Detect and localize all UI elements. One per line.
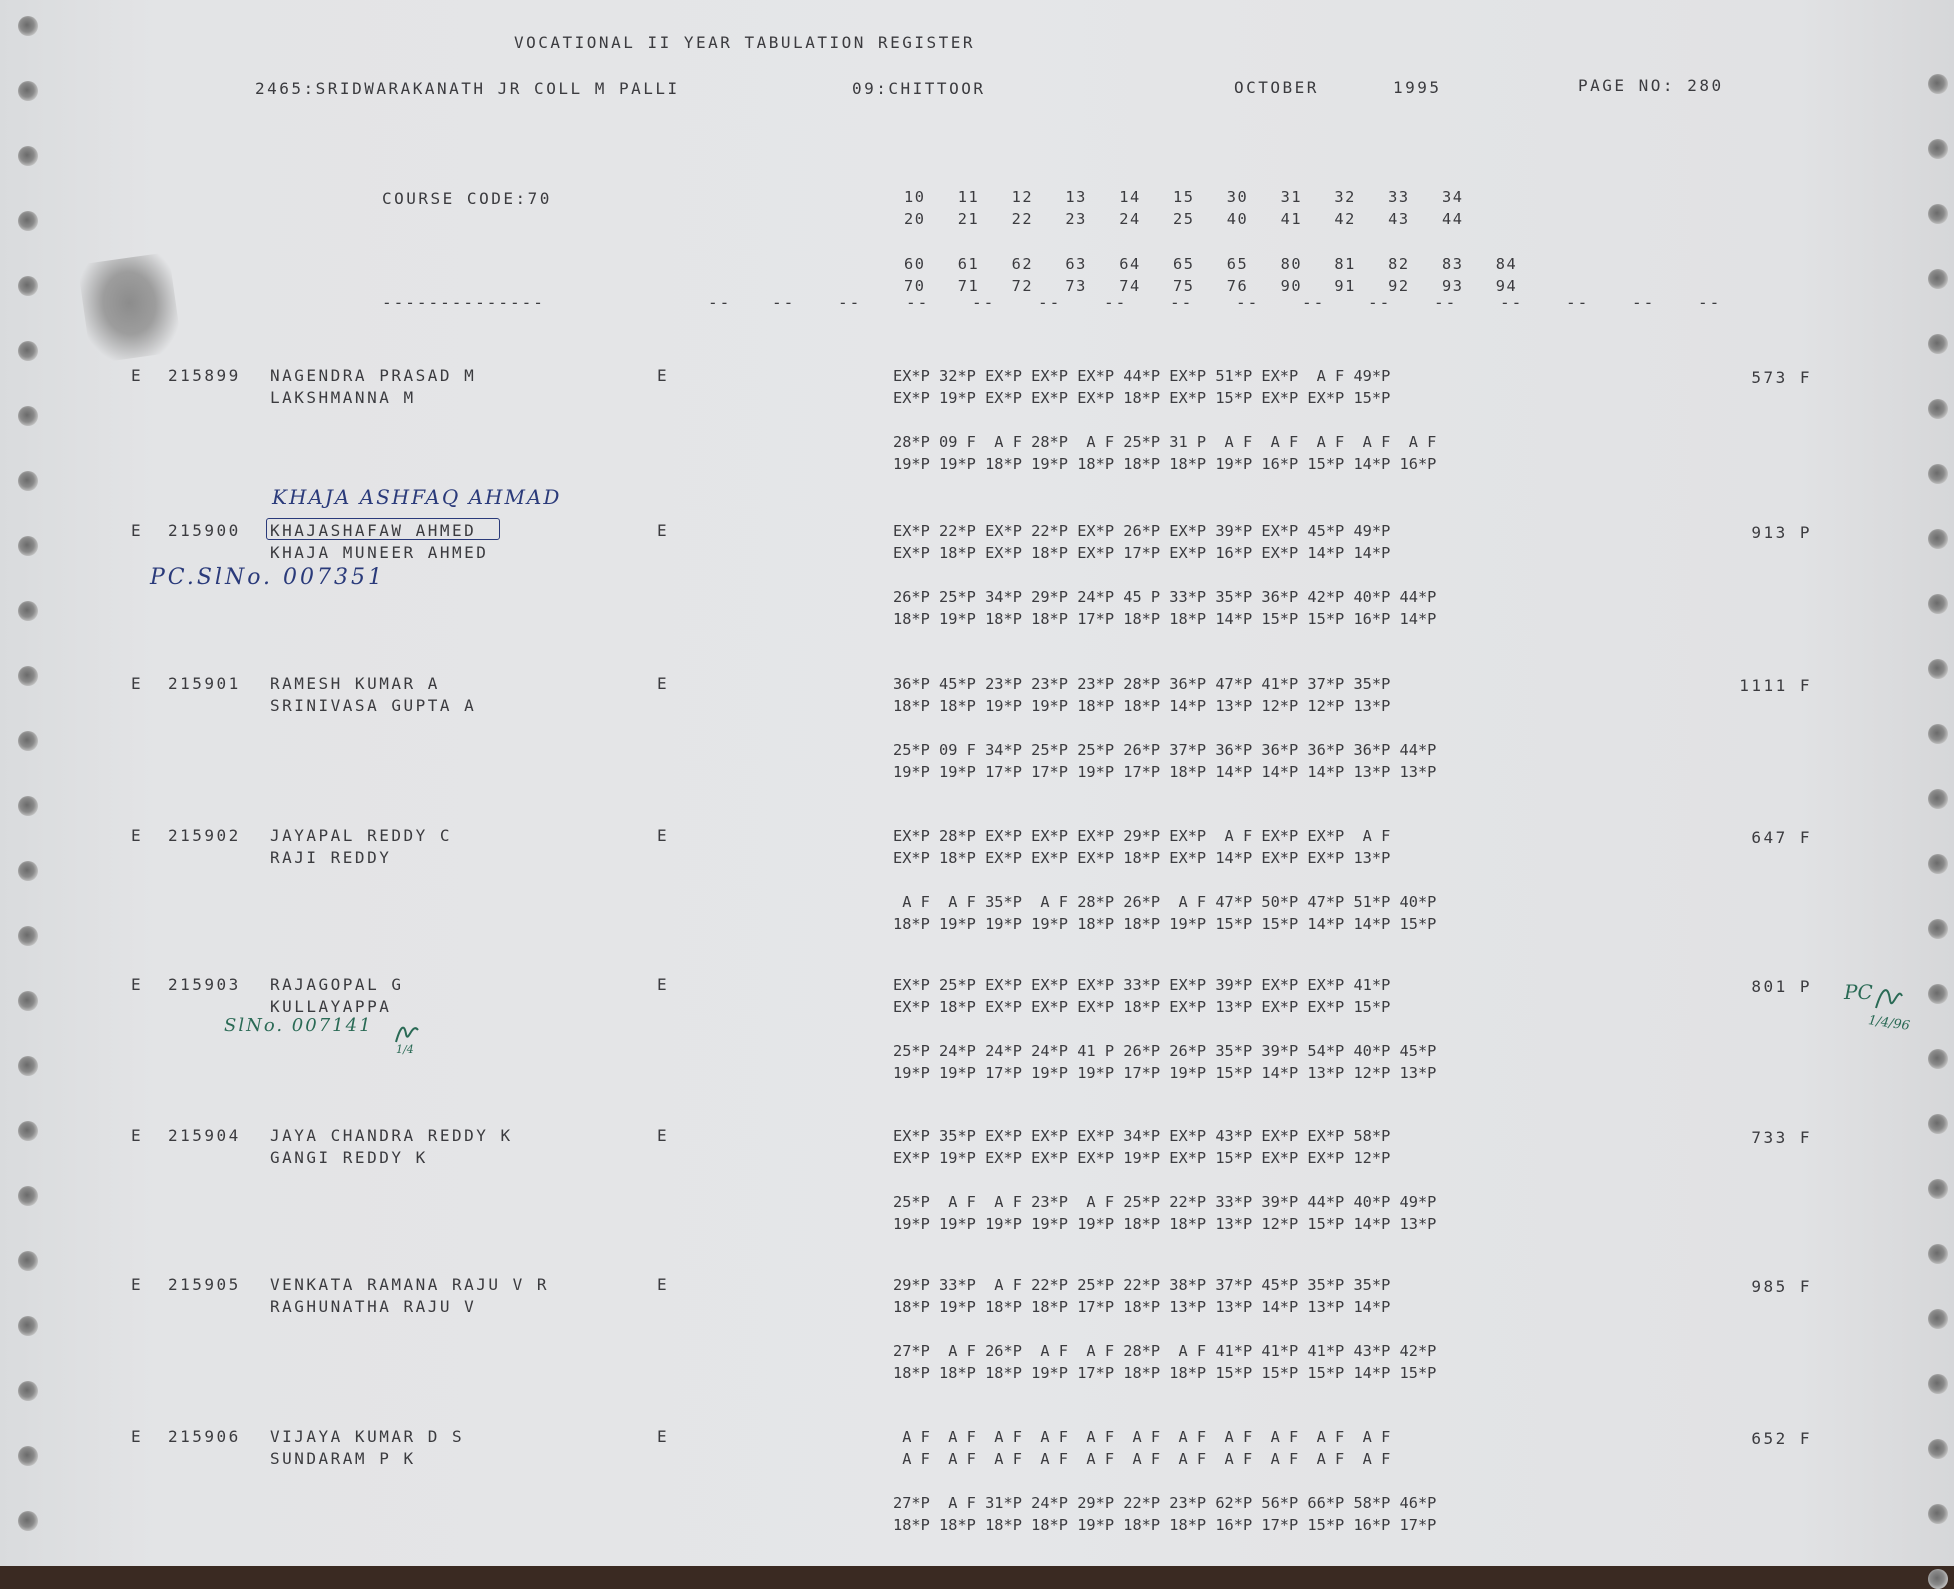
- marks-row-2: 18*P 18*P 19*P 19*P 18*P 18*P 14*P 13*P 12*P 12*P 13*P: [893, 697, 1391, 715]
- category-code: E: [131, 521, 144, 540]
- medium-code: E: [657, 366, 670, 385]
- candidate-name: RAMESH KUMAR A: [270, 674, 440, 693]
- paper-smudge: [77, 252, 182, 364]
- marks-row-1: 29*P 33*P A F 22*P 25*P 22*P 38*P 37*P 45*P 35*P 35*P: [893, 1276, 1391, 1294]
- handwritten-pc-date: 1/4/96: [1867, 1013, 1911, 1034]
- marks-row-4: 19*P 19*P 18*P 19*P 18*P 18*P 18*P 19*P 16*P 15*P 14*P 16*P: [893, 455, 1437, 473]
- father-name: RAJI REDDY: [270, 848, 392, 867]
- feed-hole: [1928, 334, 1948, 354]
- handwritten-name-correction: KHAJA ASHFAQ AHMAD: [272, 485, 562, 509]
- feed-hole: [18, 406, 38, 426]
- marks-row-3: 27*P A F 31*P 24*P 29*P 22*P 23*P 62*P 56*P 66*P 58*P 46*P: [893, 1494, 1437, 1512]
- medium-code: E: [657, 521, 670, 540]
- total-result: 1111 F: [1739, 676, 1812, 695]
- medium-code: E: [657, 975, 670, 994]
- page-number: PAGE NO: 280: [1578, 76, 1724, 95]
- feed-hole: [18, 666, 38, 686]
- separator-col: --: [708, 293, 732, 312]
- marks-row-3: 25*P 24*P 24*P 24*P 41 P 26*P 26*P 35*P 39*P 54*P 40*P 45*P: [893, 1042, 1437, 1060]
- feed-hole: [18, 1316, 38, 1336]
- marks-row-4: 19*P 19*P 17*P 19*P 19*P 17*P 19*P 15*P 14*P 13*P 12*P 13*P: [893, 1064, 1437, 1082]
- total-result: 985 F: [1751, 1277, 1812, 1296]
- feed-hole: [18, 1056, 38, 1076]
- candidate-name: JAYAPAL REDDY C: [270, 826, 452, 845]
- marks-row-2: EX*P 18*P EX*P EX*P EX*P 18*P EX*P 13*P EX*P EX*P 15*P: [893, 998, 1391, 1016]
- feed-hole: [1928, 789, 1948, 809]
- feed-hole: [18, 1381, 38, 1401]
- feed-hole: [18, 601, 38, 621]
- separator-col: --: [772, 293, 796, 312]
- register-number: 215905: [168, 1275, 241, 1294]
- medium-code: E: [657, 1427, 670, 1446]
- candidate-name: NAGENDRA PRASAD M: [270, 366, 477, 385]
- feed-hole: [18, 926, 38, 946]
- separator-col: --: [1434, 293, 1458, 312]
- marks-row-1: A F A F A F A F A F A F A F A F A F A F A F: [893, 1428, 1391, 1446]
- total-result: 652 F: [1751, 1429, 1812, 1448]
- candidate-name: KHAJASHAFAW AHMED: [270, 521, 477, 540]
- register-number: 215900: [168, 521, 241, 540]
- total-result: 801 P: [1751, 977, 1812, 996]
- marks-row-2: EX*P 19*P EX*P EX*P EX*P 19*P EX*P 15*P EX*P EX*P 12*P: [893, 1149, 1391, 1167]
- candidate-name: VENKATA RAMANA RAJU V R: [270, 1275, 550, 1294]
- feed-hole: [1928, 724, 1948, 744]
- handwritten-signature-icon: [392, 1018, 422, 1048]
- father-name: SUNDARAM P K: [270, 1449, 416, 1468]
- marks-row-3: 25*P A F A F 23*P A F 25*P 22*P 33*P 39*P 44*P 40*P 49*P: [893, 1193, 1437, 1211]
- marks-row-3: 26*P 25*P 34*P 29*P 24*P 45 P 33*P 35*P 36*P 42*P 40*P 44*P: [893, 588, 1437, 606]
- feed-hole: [18, 861, 38, 881]
- feed-hole: [18, 211, 38, 231]
- register-number: 215902: [168, 826, 241, 845]
- subject-codes-row-4: 70 71 72 73 74 75 76 90 91 92 93 94: [904, 277, 1518, 295]
- father-name: SRINIVASA GUPTA A: [270, 696, 477, 715]
- handwritten-initial-date: 1/4: [396, 1043, 414, 1056]
- candidate-name: VIJAYA KUMAR D S: [270, 1427, 465, 1446]
- marks-row-2: EX*P 18*P EX*P 18*P EX*P 17*P EX*P 16*P EX*P 14*P 14*P: [893, 544, 1391, 562]
- subject-codes-row-3: 60 61 62 63 64 65 65 80 81 82 83 84: [904, 255, 1518, 273]
- father-name: KULLAYAPPA: [270, 997, 392, 1016]
- marks-row-2: 18*P 19*P 18*P 18*P 17*P 18*P 13*P 13*P 14*P 13*P 14*P: [893, 1298, 1391, 1316]
- separator-col: --: [838, 293, 862, 312]
- total-result: 733 F: [1751, 1128, 1812, 1147]
- marks-row-4: 19*P 19*P 17*P 17*P 19*P 17*P 18*P 14*P 14*P 14*P 13*P 13*P: [893, 763, 1437, 781]
- exam-month: OCTOBER: [1234, 78, 1319, 97]
- register-number: 215904: [168, 1126, 241, 1145]
- register-number: 215906: [168, 1427, 241, 1446]
- marks-row-1: 36*P 45*P 23*P 23*P 23*P 28*P 36*P 47*P 41*P 37*P 35*P: [893, 675, 1391, 693]
- feed-hole: [1928, 854, 1948, 874]
- feed-hole: [1928, 1374, 1948, 1394]
- candidate-name: JAYA CHANDRA REDDY K: [270, 1126, 513, 1145]
- separator-col: --: [1236, 293, 1260, 312]
- feed-hole: [18, 471, 38, 491]
- candidate-name: RAJAGOPAL G: [270, 975, 404, 994]
- name-highlight-box: [266, 518, 500, 540]
- feed-hole: [1928, 1244, 1948, 1264]
- marks-row-4: 18*P 18*P 18*P 19*P 17*P 18*P 18*P 15*P 15*P 15*P 14*P 15*P: [893, 1364, 1437, 1382]
- feed-hole: [1928, 1569, 1948, 1589]
- separator-col: --: [972, 293, 996, 312]
- marks-row-3: 25*P 09 F 34*P 25*P 25*P 26*P 37*P 36*P 36*P 36*P 36*P 44*P: [893, 741, 1437, 759]
- feed-hole: [18, 16, 38, 36]
- separator-col: --: [1566, 293, 1590, 312]
- marks-row-3: 27*P A F 26*P A F A F 28*P A F 41*P 41*P 41*P 43*P 42*P: [893, 1342, 1437, 1360]
- marks-row-4: 18*P 19*P 18*P 18*P 17*P 18*P 18*P 14*P 15*P 15*P 16*P 14*P: [893, 610, 1437, 628]
- total-result: 647 F: [1751, 828, 1812, 847]
- marks-row-2: EX*P 18*P EX*P EX*P EX*P 18*P EX*P 14*P EX*P EX*P 13*P: [893, 849, 1391, 867]
- feed-hole: [1928, 139, 1948, 159]
- feed-hole: [1928, 919, 1948, 939]
- feed-hole: [1928, 269, 1948, 289]
- register-number: 215901: [168, 674, 241, 693]
- marks-row-1: EX*P 22*P EX*P 22*P EX*P 26*P EX*P 39*P EX*P 45*P 49*P: [893, 522, 1391, 540]
- feed-hole: [18, 536, 38, 556]
- category-code: E: [131, 674, 144, 693]
- feed-hole: [18, 1511, 38, 1531]
- medium-code: E: [657, 826, 670, 845]
- feed-hole: [18, 276, 38, 296]
- feed-hole: [18, 1446, 38, 1466]
- marks-row-4: 18*P 18*P 18*P 18*P 19*P 18*P 18*P 16*P 17*P 15*P 16*P 17*P: [893, 1516, 1437, 1534]
- separator-col: --: [1632, 293, 1656, 312]
- handwritten-serial-number: SlNo. 007141: [224, 1015, 373, 1036]
- father-name: RAGHUNATHA RAJU V: [270, 1297, 477, 1316]
- feed-hole: [1928, 659, 1948, 679]
- feed-hole: [1928, 1439, 1948, 1459]
- marks-row-1: EX*P 25*P EX*P EX*P EX*P 33*P EX*P 39*P EX*P EX*P 41*P: [893, 976, 1391, 994]
- category-code: E: [131, 826, 144, 845]
- feed-hole: [1928, 1049, 1948, 1069]
- feed-hole: [1928, 464, 1948, 484]
- father-name: LAKSHMANNA M: [270, 388, 416, 407]
- separator-col: --: [1038, 293, 1062, 312]
- separator-col: --: [1170, 293, 1194, 312]
- college-name: 2465:SRIDWARAKANATH JR COLL M PALLI: [255, 79, 680, 98]
- category-code: E: [131, 1275, 144, 1294]
- feed-hole: [1928, 594, 1948, 614]
- feed-hole: [18, 796, 38, 816]
- medium-code: E: [657, 674, 670, 693]
- category-code: E: [131, 366, 144, 385]
- feed-hole: [1928, 204, 1948, 224]
- category-code: E: [131, 975, 144, 994]
- feed-hole: [1928, 74, 1948, 94]
- category-code: E: [131, 1126, 144, 1145]
- feed-hole: [1928, 1179, 1948, 1199]
- marks-row-4: 19*P 19*P 19*P 19*P 19*P 18*P 18*P 13*P 12*P 15*P 14*P 13*P: [893, 1215, 1437, 1233]
- separator-col: --: [906, 293, 930, 312]
- separator-col: --: [1500, 293, 1524, 312]
- exam-year: 1995: [1393, 78, 1442, 97]
- feed-hole: [18, 731, 38, 751]
- feed-hole: [18, 991, 38, 1011]
- register-title: VOCATIONAL II YEAR TABULATION REGISTER: [514, 33, 976, 52]
- marks-row-1: EX*P 32*P EX*P EX*P EX*P 44*P EX*P 51*P EX*P A F 49*P: [893, 367, 1391, 385]
- marks-row-1: EX*P 28*P EX*P EX*P EX*P 29*P EX*P A F EX*P EX*P A F: [893, 827, 1391, 845]
- feed-hole: [1928, 529, 1948, 549]
- feed-hole: [1928, 984, 1948, 1004]
- father-name: KHAJA MUNEER AHMED: [270, 543, 489, 562]
- feed-hole: [18, 81, 38, 101]
- feed-hole: [18, 341, 38, 361]
- course-code: COURSE CODE:70: [382, 189, 552, 208]
- marks-row-2: A F A F A F A F A F A F A F A F A F A F A F: [893, 1450, 1391, 1468]
- separator-col: --: [1302, 293, 1326, 312]
- register-number: 215903: [168, 975, 241, 994]
- register-number: 215899: [168, 366, 241, 385]
- marks-row-1: EX*P 35*P EX*P EX*P EX*P 34*P EX*P 43*P EX*P EX*P 58*P: [893, 1127, 1391, 1145]
- feed-hole: [18, 1121, 38, 1141]
- handwritten-pc-serial: PC.SlNo. 007351: [150, 565, 386, 590]
- feed-hole: [18, 1251, 38, 1271]
- medium-code: E: [657, 1126, 670, 1145]
- separator-col: --: [1104, 293, 1128, 312]
- feed-hole: [18, 1186, 38, 1206]
- district-name: 09:CHITTOOR: [852, 79, 986, 98]
- subject-codes-row-2: 20 21 22 23 24 25 40 41 42 43 44: [904, 210, 1464, 228]
- feed-hole: [18, 146, 38, 166]
- separator-col: --: [1368, 293, 1392, 312]
- medium-code: E: [657, 1275, 670, 1294]
- category-code: E: [131, 1427, 144, 1446]
- feed-hole: [1928, 1309, 1948, 1329]
- total-result: 913 P: [1751, 523, 1812, 542]
- handwritten-pc-note: PC: [1844, 980, 1873, 1004]
- marks-row-3: 28*P 09 F A F 28*P A F 25*P 31 P A F A F A F A F A F: [893, 433, 1437, 451]
- marks-row-4: 18*P 19*P 19*P 19*P 18*P 18*P 19*P 15*P 15*P 14*P 14*P 15*P: [893, 915, 1437, 933]
- separator-course: --------------: [382, 293, 545, 312]
- feed-hole: [1928, 1114, 1948, 1134]
- handwritten-signature-icon-2: [1872, 980, 1906, 1016]
- father-name: GANGI REDDY K: [270, 1148, 428, 1167]
- total-result: 573 F: [1751, 368, 1812, 387]
- marks-row-2: EX*P 19*P EX*P EX*P EX*P 18*P EX*P 15*P EX*P EX*P 15*P: [893, 389, 1391, 407]
- feed-hole: [1928, 1504, 1948, 1524]
- subject-codes-row-1: 10 11 12 13 14 15 30 31 32 33 34: [904, 188, 1464, 206]
- marks-row-3: A F A F 35*P A F 28*P 26*P A F 47*P 50*P 47*P 51*P 40*P: [893, 893, 1437, 911]
- feed-hole: [1928, 399, 1948, 419]
- separator-col: --: [1698, 293, 1722, 312]
